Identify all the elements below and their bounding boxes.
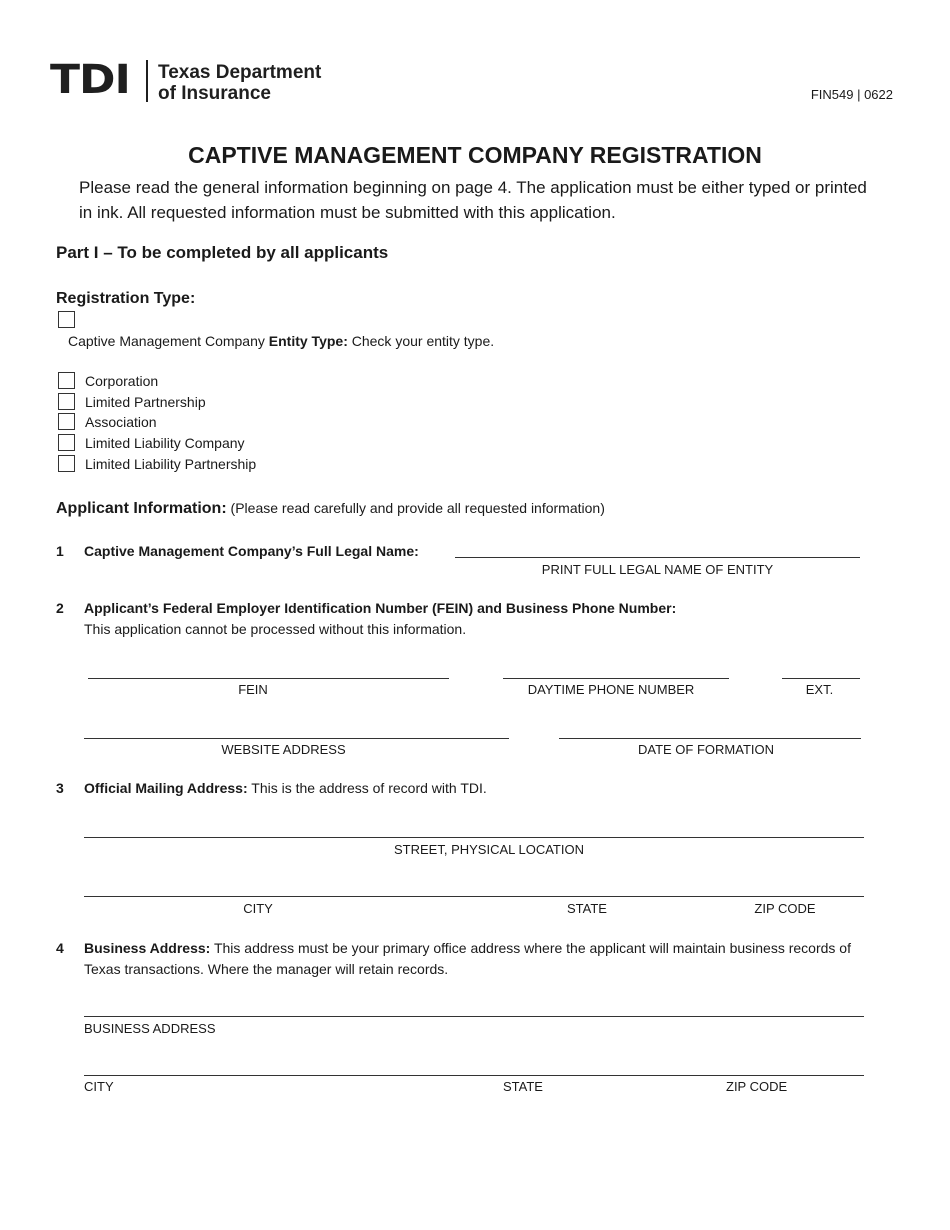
website-field[interactable] <box>84 738 509 739</box>
business-city-caption: CITY <box>84 1079 114 1094</box>
entity-type-label: Entity Type: <box>268 333 348 349</box>
business-zip-caption: ZIP CODE <box>726 1079 788 1094</box>
q3-number: 3 <box>56 780 64 796</box>
q2-label: Applicant’s Federal Employer Identification Number (FEIN) and Business Phone Number: <box>84 600 677 616</box>
legal-name-field[interactable] <box>455 557 860 558</box>
legal-name-caption: PRINT FULL LEGAL NAME OF ENTITY <box>541 562 774 577</box>
formation-date-caption: DATE OF FORMATION <box>637 742 774 757</box>
llc-label: Limited Liability Company <box>85 435 245 451</box>
entity-prefix: Captive Management Company <box>68 333 269 349</box>
logo-divider <box>146 60 148 102</box>
limited-partnership-label: Limited Partnership <box>85 394 206 410</box>
business-address-caption: BUSINESS ADDRESS <box>84 1021 216 1036</box>
registration-type-heading: Registration Type: <box>56 290 196 307</box>
applicant-info-heading <box>56 500 605 518</box>
q4-note: This address must be your primary office address where the applicant will maintain business records of Texas transactions. Where the manager will retain records. <box>84 940 851 977</box>
applicant-heading-label: Applicant Information: <box>56 500 227 517</box>
q4-number: 4 <box>56 940 64 956</box>
part1-heading: Part I – To be completed by all applicants <box>56 243 389 262</box>
page-title: CAPTIVE MANAGEMENT COMPANY REGISTRATION <box>188 142 762 168</box>
ext-field[interactable] <box>782 678 860 679</box>
logo-line-1: Texas Department <box>158 62 322 83</box>
mailing-city-state-zip-field[interactable] <box>84 896 864 897</box>
logo-line-2: of Insurance <box>158 83 271 104</box>
form-id: FIN549 | 0622 <box>810 87 893 102</box>
limited-partnership-checkbox[interactable] <box>58 393 75 410</box>
corporation-label: Corporation <box>85 373 159 389</box>
street-caption: STREET, PHYSICAL LOCATION <box>394 842 584 857</box>
mailing-zip-caption: ZIP CODE <box>754 901 816 916</box>
business-state-caption: STATE <box>503 1079 543 1094</box>
q3-label-line <box>84 778 487 799</box>
q4-label-line <box>84 938 874 980</box>
mailing-state-caption: STATE <box>567 901 607 916</box>
entity-type-line <box>68 333 494 349</box>
association-checkbox[interactable] <box>58 413 75 430</box>
q3-label: Official Mailing Address: <box>84 780 248 796</box>
business-address-field[interactable] <box>84 1016 864 1017</box>
tdi-logo-mark: TDI <box>50 56 130 104</box>
q2-number: 2 <box>56 600 64 616</box>
tdi-logo-text <box>158 62 321 104</box>
formation-date-field[interactable] <box>559 738 861 739</box>
applicant-heading-note: (Please read carefully and provide all requested information) <box>226 500 605 516</box>
business-city-state-zip-field[interactable] <box>84 1075 864 1076</box>
registration-type-checkbox[interactable] <box>58 311 75 328</box>
corporation-checkbox[interactable] <box>58 372 75 389</box>
phone-caption: DAYTIME PHONE NUMBER <box>527 682 695 697</box>
llc-checkbox[interactable] <box>58 434 75 451</box>
llp-checkbox[interactable] <box>58 455 75 472</box>
mailing-city-caption: CITY <box>243 901 273 916</box>
q1-number: 1 <box>56 543 64 559</box>
phone-field[interactable] <box>503 678 729 679</box>
q1-label: Captive Management Company’s Full Legal Name: <box>84 543 419 559</box>
fein-field[interactable] <box>88 678 449 679</box>
fein-caption: FEIN <box>238 682 268 697</box>
q3-note: This is the address of record with TDI. <box>247 780 487 796</box>
q4-label: Business Address: <box>84 940 211 956</box>
street-field[interactable] <box>84 837 864 838</box>
llp-label: Limited Liability Partnership <box>85 456 257 472</box>
intro-text: Please read the general information beginning on page 4. The application must be either typed or printed in ink. All requested information must be submitted with this application. <box>79 178 867 222</box>
ext-caption: EXT. <box>805 682 834 697</box>
website-caption: WEBSITE ADDRESS <box>221 742 346 757</box>
q2-note: This application cannot be processed without this information. <box>84 621 467 637</box>
association-label: Association <box>85 414 157 430</box>
entity-suffix: Check your entity type. <box>347 333 495 349</box>
